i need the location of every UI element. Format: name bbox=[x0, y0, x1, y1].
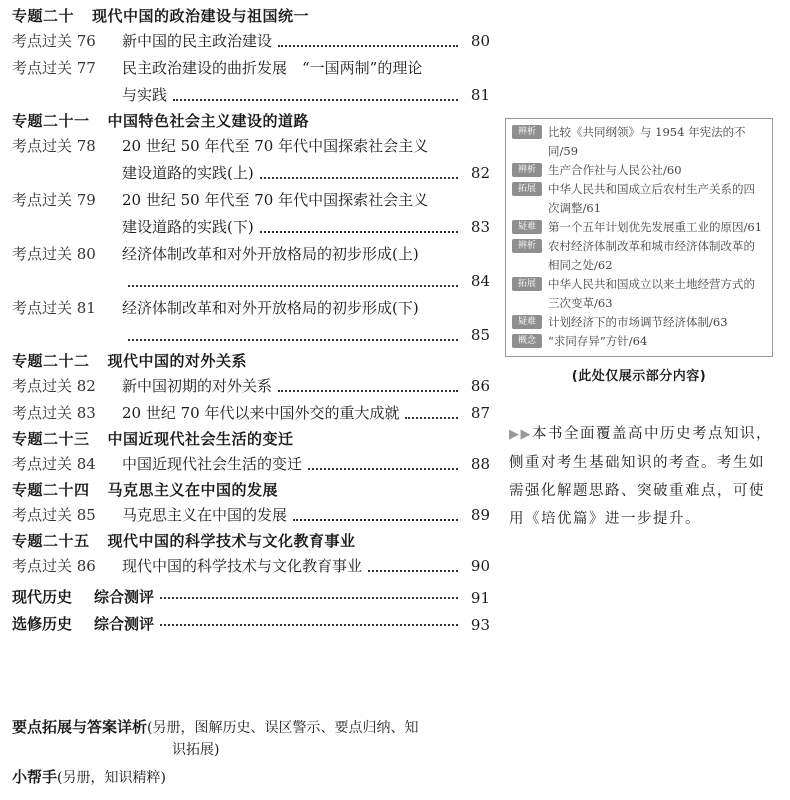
answers-note-cont: 识拓展) bbox=[172, 742, 220, 758]
toc-line bbox=[122, 451, 490, 478]
answers-entry bbox=[12, 716, 490, 761]
item-tag: 疑难 bbox=[512, 220, 542, 234]
topic-label: 专题二十三 bbox=[12, 430, 90, 448]
topic-heading bbox=[12, 478, 490, 502]
entry-text: 与实践 bbox=[122, 86, 168, 104]
entry-text: 新中国初期的对外关系 bbox=[122, 377, 273, 395]
toc-line bbox=[122, 82, 490, 109]
topic-heading bbox=[12, 349, 490, 373]
topic-title: 马克思主义在中国的发展 bbox=[107, 481, 279, 499]
entry-body bbox=[122, 28, 490, 55]
page-number: 87 bbox=[470, 404, 490, 422]
page-number: 81 bbox=[470, 86, 490, 104]
topic-label: 专题二十五 bbox=[12, 532, 90, 550]
entry-code: 考点过关 79 bbox=[12, 191, 96, 209]
entry-text: 新中国的民主政治建设 bbox=[122, 32, 273, 50]
page-number: 83 bbox=[470, 218, 490, 236]
toc-line bbox=[122, 322, 490, 349]
entry-text: 20 世纪 50 年代至 70 年代中国探索社会主义 bbox=[122, 191, 429, 209]
entry-text: 民主政治建设的曲折发展 “一国两制”的理论 bbox=[122, 59, 423, 77]
toc-line bbox=[122, 268, 490, 295]
item-text: 中华人民共和国成立后农村生产关系的四次调整/61 bbox=[548, 182, 755, 215]
book-intro bbox=[505, 420, 773, 533]
topic-label: 专题二十 bbox=[12, 7, 75, 25]
entry-code: 考点过关 81 bbox=[12, 299, 96, 317]
dot-leader bbox=[128, 339, 458, 341]
entry-text: 建设道路的实践(上) bbox=[122, 164, 254, 182]
toc-line bbox=[122, 553, 490, 580]
entry-code: 考点过关 84 bbox=[12, 455, 96, 473]
item-text: 农村经济体制改革和城市经济体制改革的相同之处/62 bbox=[548, 239, 755, 272]
item-text: 中华人民共和国成立以来土地经营方式的三次变革/63 bbox=[548, 277, 755, 310]
dot-leader bbox=[278, 45, 458, 47]
entry-body bbox=[122, 400, 490, 427]
toc-line bbox=[122, 28, 490, 55]
page-number: 80 bbox=[470, 32, 490, 50]
topic-title: 现代中国的政治建设与祖国统一 bbox=[92, 7, 310, 25]
sidebar-item bbox=[512, 161, 766, 180]
toc-line bbox=[122, 160, 490, 187]
sidebar-caption: (此处仅展示部分内容) bbox=[571, 369, 707, 384]
table-of-contents bbox=[12, 4, 490, 634]
entry-text: 经济体制改革和对外开放格局的初步形成(下) bbox=[122, 299, 419, 317]
entry-text: 经济体制改革和对外开放格局的初步形成(上) bbox=[122, 245, 419, 263]
entry-text: 20 世纪 50 年代至 70 年代中国探索社会主义 bbox=[122, 137, 429, 155]
page-number: 86 bbox=[470, 377, 490, 395]
dot-leader bbox=[173, 99, 458, 101]
item-text: “求同存异”方针/64 bbox=[548, 334, 648, 348]
toc-line bbox=[122, 502, 490, 529]
entry-text: 现代中国的科学技术与文化教育事业 bbox=[122, 557, 363, 575]
item-tag: 辨析 bbox=[512, 239, 542, 253]
toc-entry bbox=[12, 55, 490, 109]
toc-entry bbox=[12, 187, 490, 241]
test-entry bbox=[12, 607, 490, 634]
sidebar-item bbox=[512, 275, 766, 313]
test-entry bbox=[12, 580, 490, 607]
dot-leader bbox=[260, 177, 458, 179]
entry-body bbox=[122, 241, 490, 295]
toc-entry bbox=[12, 295, 490, 349]
helper-note: (另册，知识精粹) bbox=[57, 770, 166, 786]
item-tag: 拓展 bbox=[512, 277, 542, 291]
page-number: 84 bbox=[470, 272, 490, 290]
toc-entry bbox=[12, 400, 490, 427]
item-tag: 概念 bbox=[512, 334, 542, 348]
test-label: 选修历史 bbox=[12, 615, 73, 633]
page-number: 89 bbox=[470, 506, 490, 524]
topic-heading bbox=[12, 529, 490, 553]
test-title: 综合测评 bbox=[94, 588, 155, 606]
entry-code: 考点过关 86 bbox=[12, 557, 96, 575]
dot-leader bbox=[260, 231, 458, 233]
entry-body bbox=[122, 55, 490, 109]
toc-line bbox=[122, 373, 490, 400]
entry-code: 考点过关 80 bbox=[12, 245, 96, 263]
answers-note: (另册，图解历史、误区警示、要点归纳、知 bbox=[147, 720, 419, 736]
triangle-arrow-icon: ▶▶ bbox=[509, 427, 532, 442]
page-number: 93 bbox=[470, 616, 490, 634]
test-title: 综合测评 bbox=[94, 615, 155, 633]
entry-body bbox=[122, 553, 490, 580]
item-text: 第一个五年计划优先发展重工业的原因/61 bbox=[548, 220, 763, 234]
toc-line bbox=[122, 214, 490, 241]
toc-entry bbox=[12, 451, 490, 478]
entry-code: 考点过关 76 bbox=[12, 32, 96, 50]
topic-title: 现代中国的对外关系 bbox=[107, 352, 248, 370]
page-number: 85 bbox=[470, 326, 490, 344]
topic-label: 专题二十一 bbox=[12, 112, 90, 130]
book-intro-text: 本书全面覆盖高中历史考点知识，侧重对考生基础知识的考查。考生如需强化解题思路、突破重难点，可使用《培优篇》进一步提升。 bbox=[509, 426, 772, 527]
dot-leader bbox=[128, 285, 458, 287]
toc-entry bbox=[12, 502, 490, 529]
entry-body bbox=[122, 373, 490, 400]
item-tag: 拓展 bbox=[512, 182, 542, 196]
item-tag: 疑难 bbox=[512, 315, 542, 329]
entry-body bbox=[122, 133, 490, 187]
sidebar bbox=[505, 118, 773, 533]
dot-leader bbox=[308, 468, 458, 470]
sidebar-box bbox=[505, 118, 773, 357]
appendix-section bbox=[12, 716, 490, 790]
helper-entry bbox=[12, 765, 490, 790]
topic-label: 专题二十四 bbox=[12, 481, 90, 499]
item-tag: 辨析 bbox=[512, 125, 542, 139]
sidebar-item bbox=[512, 180, 766, 218]
entry-text: 马克思主义在中国的发展 bbox=[122, 506, 288, 524]
dot-leader bbox=[405, 417, 458, 419]
entry-body bbox=[122, 502, 490, 529]
topic-title: 中国特色社会主义建设的道路 bbox=[107, 112, 310, 130]
test-label: 现代历史 bbox=[12, 588, 73, 606]
entry-code: 考点过关 85 bbox=[12, 506, 96, 524]
dot-leader bbox=[368, 570, 458, 572]
entry-text: 20 世纪 70 年代以来中国外交的重大成就 bbox=[122, 404, 400, 422]
sidebar-item bbox=[512, 123, 766, 161]
sidebar-item bbox=[512, 237, 766, 275]
item-text: 生产合作社与人民公社/60 bbox=[548, 163, 682, 177]
topic-title: 现代中国的科学技术与文化教育事业 bbox=[107, 532, 356, 550]
entry-body bbox=[122, 187, 490, 241]
topic-heading bbox=[12, 4, 490, 28]
toc-entry bbox=[12, 553, 490, 580]
dot-leader bbox=[160, 624, 458, 626]
item-text: 比较《共同纲领》与 1954 年宪法的不同/59 bbox=[548, 125, 746, 158]
sidebar-item bbox=[512, 332, 766, 351]
topic-label: 专题二十二 bbox=[12, 352, 90, 370]
dot-leader bbox=[278, 390, 458, 392]
entry-code: 考点过关 77 bbox=[12, 59, 96, 77]
sidebar-item bbox=[512, 313, 766, 332]
dot-leader bbox=[160, 597, 458, 599]
sidebar-item bbox=[512, 218, 766, 237]
dot-leader bbox=[293, 519, 458, 521]
topic-heading bbox=[12, 427, 490, 451]
entry-code: 考点过关 82 bbox=[12, 377, 96, 395]
topic-title: 中国近现代社会生活的变迁 bbox=[107, 430, 294, 448]
toc-entry bbox=[12, 241, 490, 295]
page-number: 82 bbox=[470, 164, 490, 182]
toc-line bbox=[122, 400, 490, 427]
page-number: 91 bbox=[470, 589, 490, 607]
page-number: 90 bbox=[470, 557, 490, 575]
entry-code: 考点过关 78 bbox=[12, 137, 96, 155]
entry-code: 考点过关 83 bbox=[12, 404, 96, 422]
item-text: 计划经济下的市场调节经济体制/63 bbox=[548, 315, 728, 329]
topic-heading bbox=[12, 109, 490, 133]
answers-title: 要点拓展与答案详析 bbox=[12, 718, 148, 736]
entry-text: 建设道路的实践(下) bbox=[122, 218, 254, 236]
entry-body bbox=[122, 451, 490, 478]
toc-entry bbox=[12, 28, 490, 55]
item-tag: 辨析 bbox=[512, 163, 542, 177]
helper-title: 小帮手 bbox=[12, 768, 58, 786]
entry-body bbox=[122, 295, 490, 349]
entry-text: 中国近现代社会生活的变迁 bbox=[122, 455, 303, 473]
page-number: 88 bbox=[470, 455, 490, 473]
toc-entry bbox=[12, 133, 490, 187]
toc-entry bbox=[12, 373, 490, 400]
